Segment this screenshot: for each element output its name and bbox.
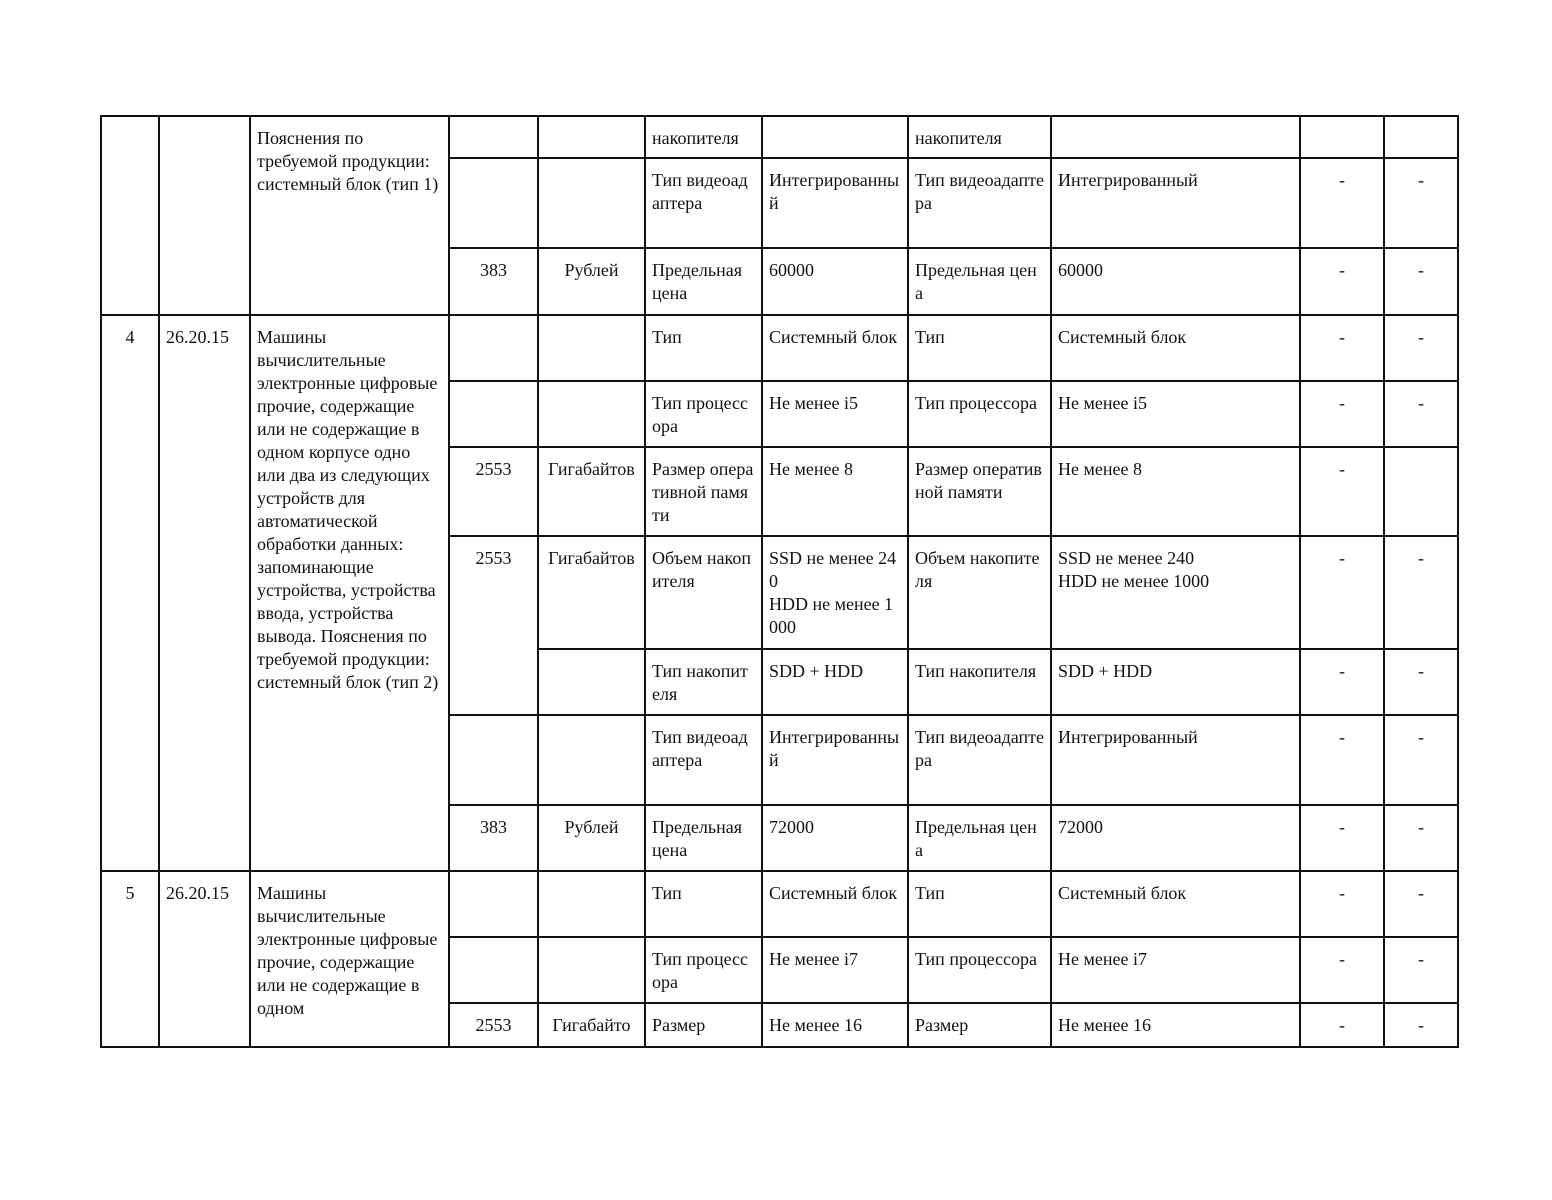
item-number: 4 [101,315,159,871]
characteristic-name-2: Тип [908,871,1051,937]
extra-1: - [1300,447,1384,536]
characteristic-value: Системный блок [762,871,908,937]
extra-1: - [1300,871,1384,937]
unit-name [538,871,645,937]
unit-name [538,158,645,248]
characteristic-value-2: Не менее 8 [1051,447,1300,536]
characteristic-name: Тип [645,871,762,937]
characteristic-value: SDD + HDD [762,649,908,715]
unit-name: Гигабайтов [538,447,645,536]
extra-1: - [1300,649,1384,715]
characteristic-value: Не менее i7 [762,937,908,1003]
characteristic-name: Объем накопителя [645,536,762,649]
characteristic-value [762,116,908,158]
characteristic-value: 60000 [762,248,908,315]
extra-2: - [1384,248,1458,315]
characteristic-value-2: Интегрированный [1051,715,1300,805]
extra-2: - [1384,871,1458,937]
extra-2 [1384,447,1458,536]
characteristic-value-2: 60000 [1051,248,1300,315]
characteristic-value: SSD не менее 240 HDD не менее 1000 [762,536,908,649]
unit-code [449,715,538,805]
extra-2: - [1384,715,1458,805]
characteristic-value: Не менее i5 [762,381,908,447]
characteristic-name: Тип процессора [645,937,762,1003]
characteristic-name: Тип видеоадаптера [645,158,762,248]
unit-name [538,649,645,715]
specification-table [100,115,1459,1048]
characteristic-value: Интегрированный [762,715,908,805]
unit-code [449,158,538,248]
characteristic-name-2: Размер оперативной памяти [908,447,1051,536]
item-description: Машины вычислительные электронные цифровые прочие, содержащие или не содержащие в одном [250,871,449,1047]
okpd-code: 26.20.15 [159,315,250,871]
extra-1: - [1300,937,1384,1003]
characteristic-name: Размер [645,1003,762,1047]
unit-code: 2553 [449,536,538,715]
extra-2 [1384,116,1458,158]
characteristic-value-2: SSD не менее 240 HDD не менее 1000 [1051,536,1300,649]
unit-name [538,116,645,158]
table-row [101,871,1458,937]
characteristic-value-2: Не менее i5 [1051,381,1300,447]
characteristic-value: Не менее 16 [762,1003,908,1047]
unit-name [538,315,645,381]
extra-1 [1300,116,1384,158]
okpd-code [159,116,250,315]
unit-name: Рублей [538,805,645,871]
unit-name [538,715,645,805]
characteristic-value-2: Интегрированный [1051,158,1300,248]
characteristic-value: Интегрированный [762,158,908,248]
table-row [101,116,1458,158]
characteristic-name-2: Тип видеоадаптера [908,158,1051,248]
unit-name: Рублей [538,248,645,315]
characteristic-value-2: SDD + HDD [1051,649,1300,715]
extra-1: - [1300,715,1384,805]
extra-1: - [1300,315,1384,381]
item-description: Пояснения по требуемой продукции: системный блок (тип 1) [250,116,449,315]
unit-code [449,315,538,381]
characteristic-value: Не менее 8 [762,447,908,536]
unit-name: Гигабайтов [538,536,645,649]
item-description: Машины вычислительные электронные цифровые прочие, содержащие или не содержащие в одном корпусе одно или два из следующих устройств для автоматической обработки данных: запоминающие устройства, устройства ввода, устройства вывода. Пояснения по требуемой продукции: системный блок (тип 2) [250,315,449,871]
unit-name: Гигабайто [538,1003,645,1047]
extra-2: - [1384,1003,1458,1047]
unit-code [449,381,538,447]
table-row [101,315,1458,381]
extra-2: - [1384,649,1458,715]
extra-2: - [1384,381,1458,447]
extra-1: - [1300,158,1384,248]
characteristic-name-2: Тип процессора [908,381,1051,447]
characteristic-value-2 [1051,116,1300,158]
characteristic-value: 72000 [762,805,908,871]
characteristic-value-2: Системный блок [1051,315,1300,381]
characteristic-name-2: Размер [908,1003,1051,1047]
unit-name [538,937,645,1003]
extra-2: - [1384,536,1458,649]
okpd-code: 26.20.15 [159,871,250,1047]
characteristic-value-2: Не менее i7 [1051,937,1300,1003]
extra-2: - [1384,805,1458,871]
characteristic-name-2: накопителя [908,116,1051,158]
characteristic-name-2: Тип накопителя [908,649,1051,715]
extra-1: - [1300,381,1384,447]
extra-1: - [1300,248,1384,315]
characteristic-name: накопителя [645,116,762,158]
characteristic-name-2: Предельная цена [908,805,1051,871]
characteristic-name: Тип накопителя [645,649,762,715]
unit-code: 383 [449,248,538,315]
extra-1: - [1300,1003,1384,1047]
characteristic-value: Системный блок [762,315,908,381]
unit-code [449,937,538,1003]
characteristic-name: Предельная цена [645,805,762,871]
extra-2: - [1384,158,1458,248]
unit-code: 2553 [449,1003,538,1047]
characteristic-name: Размер оперативной памяти [645,447,762,536]
characteristic-name: Тип процессора [645,381,762,447]
unit-name [538,381,645,447]
extra-2: - [1384,937,1458,1003]
characteristic-value-2: Системный блок [1051,871,1300,937]
unit-code [449,116,538,158]
characteristic-value-2: 72000 [1051,805,1300,871]
item-number: 5 [101,871,159,1047]
characteristic-name-2: Тип процессора [908,937,1051,1003]
unit-code: 383 [449,805,538,871]
characteristic-name: Предельная цена [645,248,762,315]
unit-code: 2553 [449,447,538,536]
extra-1: - [1300,536,1384,649]
extra-1: - [1300,805,1384,871]
extra-2: - [1384,315,1458,381]
characteristic-name-2: Тип видеоадаптера [908,715,1051,805]
item-number [101,116,159,315]
characteristic-value-2: Не менее 16 [1051,1003,1300,1047]
characteristic-name-2: Объем накопителя [908,536,1051,649]
unit-code [449,871,538,937]
characteristic-name-2: Предельная цена [908,248,1051,315]
characteristic-name: Тип [645,315,762,381]
characteristic-name-2: Тип [908,315,1051,381]
characteristic-name: Тип видеоадаптера [645,715,762,805]
